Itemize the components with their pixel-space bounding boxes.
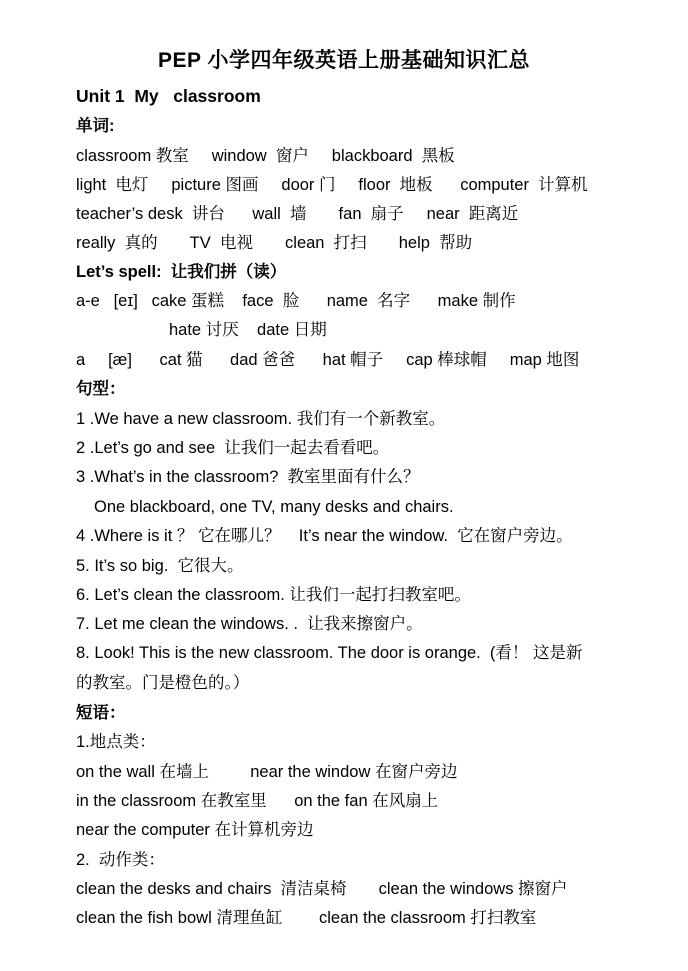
spell-line-3: a [æ] cat 猫 dad 爸爸 hat 帽子 cap 棒球帽 map 地图: [76, 351, 580, 369]
section-spell-heading: Let’s spell: 让我们拼（读）: [76, 263, 287, 281]
phrase-line-2: in the classroom 在教室里 on the fan 在风扇上: [76, 792, 439, 810]
phrase-line-3: near the computer 在计算机旁边: [76, 821, 314, 839]
spell-line-1: a-e [eɪ] cake 蛋糕 face 脸 name 名字 make 制作: [76, 292, 516, 310]
document-title: PEP 小学四年级英语上册基础知识汇总: [158, 49, 530, 72]
words-line-3: teacher’s desk 讲台 wall 墙 fan 扇子 near 距离近: [76, 205, 519, 223]
phrase-line-4: clean the desks and chairs 清洁桌椅 clean the windows 擦窗户: [76, 880, 568, 898]
sentence-2: 2 .Let’s go and see 让我们一起去看看吧。: [76, 439, 390, 457]
phrases-category-2: 2. 动作类：: [76, 851, 165, 869]
sentence-6: 6. Let’s clean the classroom. 让我们一起打扫教室吧。: [76, 586, 471, 604]
unit-heading: Unit 1 My classroom: [76, 86, 261, 106]
words-line-4: really 真的 TV 电视 clean 打扫 help 帮助: [76, 234, 473, 252]
sentence-4: 4 .Where is it ？ 它在哪儿？ It’s near the window. 它在窗户旁边。: [76, 527, 573, 545]
phrases-category-1: 1.地点类：: [76, 733, 156, 751]
words-line-2: light 电灯 picture 图画 door 门 floor 地板 computer 计算机: [76, 176, 588, 194]
words-line-1: classroom 教室 window 窗户 blackboard 黑板: [76, 147, 455, 165]
phrase-line-5: clean the fish bowl 清理鱼缸 clean the classroom 打扫教室: [76, 909, 537, 927]
section-phrases-heading: 短语：: [76, 704, 126, 722]
spell-line-2: hate 讨厌 date 日期: [169, 321, 327, 339]
phrase-line-1: on the wall 在墙上 near the window 在窗户旁边: [76, 763, 458, 781]
sentence-8: 8. Look! This is the new classroom. The door is orange. (看！ 这是新: [76, 644, 583, 662]
section-sentences-heading: 句型：: [76, 380, 126, 398]
sentence-8-continued: 的教室。门是橙色的。）: [76, 674, 250, 692]
section-words-heading: 单词:: [76, 117, 115, 135]
sentence-7: 7. Let me clean the windows. . 让我来擦窗户。: [76, 615, 423, 633]
sentence-1: 1 .We have a new classroom. 我们有一个新教室。: [76, 410, 446, 428]
sentence-3: 3 .What’s in the classroom? 教室里面有什么？: [76, 468, 420, 486]
sentence-3-answer: One blackboard, one TV, many desks and chairs.: [94, 498, 454, 516]
sentence-5: 5. It’s so big. 它很大。: [76, 557, 244, 575]
